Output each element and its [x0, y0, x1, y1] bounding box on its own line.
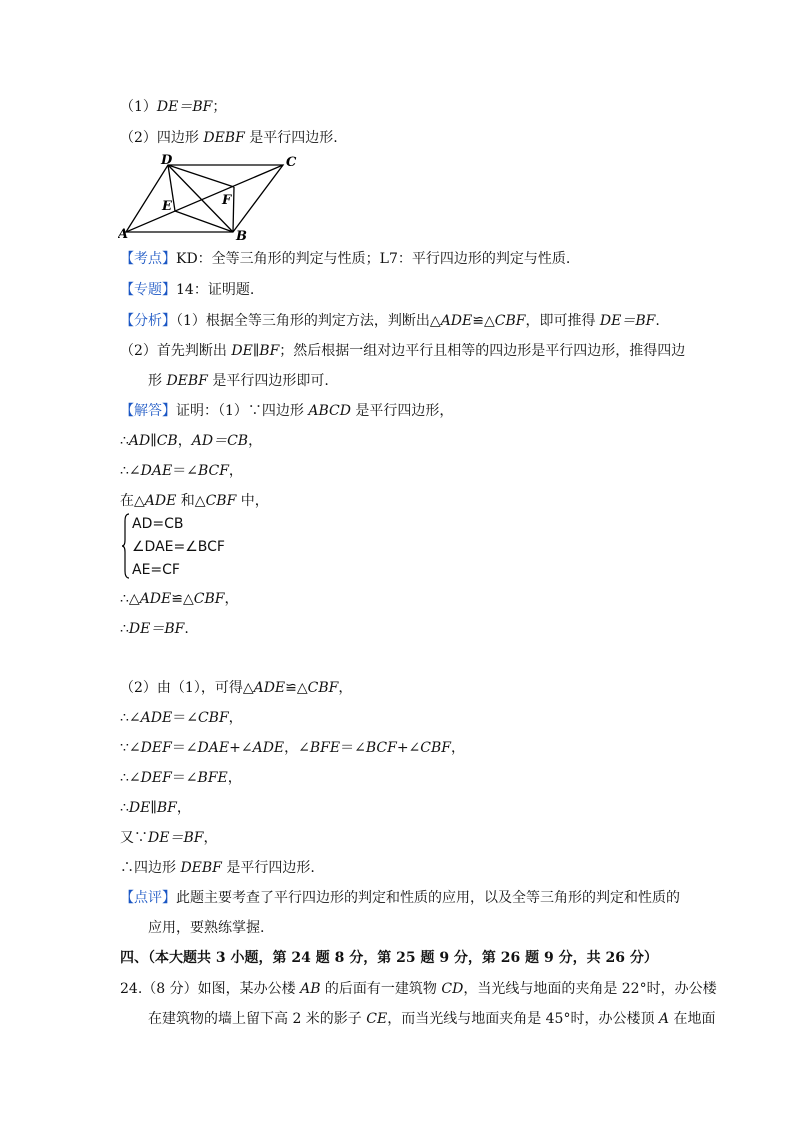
system-eq-2: ∠DAE=∠BCF: [132, 539, 225, 555]
proof-part2-start: （2）由（1），可得△ADE≌△CBF，: [120, 680, 353, 696]
proof-step-3: 在△ADE 和△CBF 中，: [120, 493, 269, 509]
dianping-tag: 【点评】: [120, 890, 176, 906]
fenxi-tag: 【分析】: [120, 313, 176, 329]
proof-step-1: ∴AD∥CB，AD＝CB，: [120, 433, 263, 449]
proof2-step-4: ∴DE∥BF，: [120, 800, 191, 816]
label-f: F: [222, 193, 232, 208]
fenxi-line-2: （2）首先判断出 DE∥BF；然后根据一组对边平行且相等的四边形是平行四边形，推得四边: [120, 343, 686, 359]
proof2-step-3: ∴∠DEF＝∠BFE，: [120, 770, 242, 786]
system-eq-1: AD=CB: [132, 516, 184, 532]
section-four-title: 四、（本大题共 3 小题，第 24 题 8 分，第 25 题 9 分，第 26 题 9 分，共 26 分）: [120, 950, 658, 966]
jieda-tag: 【解答】: [120, 403, 176, 419]
label-d: D: [161, 153, 173, 168]
proof2-step-6: ∴四边形 DEBF 是平行四边形.: [120, 860, 315, 876]
item-number: （1）: [120, 99, 157, 115]
label-a: A: [118, 227, 129, 240]
dianping-line-1: 【点评】此题主要考查了平行四边形的判定和性质的应用，以及全等三角形的判定和性质的: [120, 890, 680, 906]
proof2-step-2: ∵∠DEF＝∠DAE+∠ADE，∠BFE＝∠BCF+∠CBF，: [120, 740, 466, 756]
dianping-line-2: 应用，要熟练掌握.: [148, 920, 265, 936]
proof-step-2: ∴∠DAE＝∠BCF，: [120, 463, 243, 479]
parallelogram-figure: [118, 150, 303, 240]
system-eq-3: AE=CF: [132, 562, 180, 578]
zhuanti: 【专题】14：证明题.: [120, 282, 255, 298]
kaodian-tag: 【考点】: [120, 251, 176, 267]
question-24-line-2: 在建筑物的墙上留下高 2 米的影子 CE，而当光线与地面夹角是 45°时，办公楼顶 A 在地面: [148, 1011, 716, 1027]
label-b: B: [236, 229, 247, 240]
segment-bf: [233, 187, 234, 232]
math-expr: DEBF: [203, 130, 245, 146]
segment-eb: [175, 211, 233, 232]
fenxi-line-1: 【分析】（1）根据全等三角形的判定方法，判断出△ADE≌△CBF，即可推得 DE＝BF.: [120, 313, 660, 329]
label-e: E: [162, 199, 172, 214]
math-expr: DE＝BF: [156, 99, 213, 115]
proof-step-4: ∴△ADE≌△CBF，: [120, 591, 239, 607]
zhuanti-tag: 【专题】: [120, 282, 176, 298]
kaodian: 【考点】KD：全等三角形的判定与性质；L7：平行四边形的判定与性质.: [120, 251, 571, 267]
proof-step-5: ∴DE＝BF.: [120, 621, 189, 637]
jieda-start: 【解答】证明：（1）∵四边形 ABCD 是平行四边形，: [120, 403, 454, 419]
label-c: C: [286, 155, 297, 170]
system-brace: [122, 513, 130, 579]
question-24-line-1: 24.（8 分）如图，某办公楼 AB 的后面有一建筑物 CD，当光线与地面的夹角是 22°时，办公楼: [120, 981, 717, 997]
part2-given: （2）四边形 DEBF 是平行四边形.: [120, 130, 338, 146]
fenxi-line-3: 形 DEBF 是平行四边形即可.: [148, 373, 329, 389]
proof2-step-5: 又∵DE＝BF，: [120, 830, 218, 846]
proof2-step-1: ∴∠ADE＝∠CBF，: [120, 710, 243, 726]
part1-given: （1）DE＝BF；: [120, 99, 227, 115]
